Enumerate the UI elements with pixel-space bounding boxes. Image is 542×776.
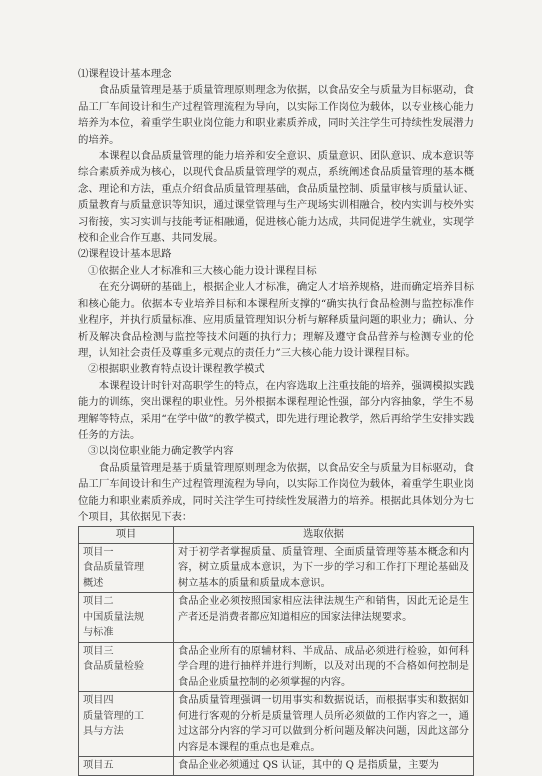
column-header-basis: 选取依据 [174, 527, 474, 544]
project-cell [79, 642, 174, 692]
table-row [79, 543, 474, 593]
project-cell [79, 757, 174, 776]
table-row [79, 642, 474, 692]
basis-cell: 食品企业所有的原辅材料、半成品、成品必须进行检验，如何科学合理的进行抽样并进行判断，以及对出现的不合格如何控制是食品企业质量控制的必须掌握的内容。 [174, 642, 474, 692]
project-title-line: 具与方法 [83, 726, 124, 738]
project-cell [79, 692, 174, 757]
project-number: 项目四 [83, 695, 114, 707]
project-cell [79, 593, 174, 643]
project-number: 项目五 [83, 760, 114, 772]
table-row [79, 757, 474, 776]
basis-cell: 食品企业必须通过 QS 认证，其中的 Q 是指质量，主要为 [174, 757, 474, 776]
paragraph-teaching-content: 食品质量管理是基于质量管理原则理念为依据，以食品安全与质量为目标驱动，食品工厂车间设计和生产过程管理流程为导向，以实际工作岗位为载体，着重学生职业岗位能力和职业素质养成，同时关注学生可持续性发展潜力的培养。根据此具体划分为七个项目，其依据见下表： [78, 461, 474, 523]
project-title-line: 食品质量管理 [83, 562, 145, 574]
subheading-teaching-mode: ②根据职业教育特点设计课程教学模式 [88, 363, 265, 376]
basis-cell: 食品企业必须按照国家相应法律法规生产和销售，因此无论是生产者还是消费者都应知道相应的国家法律法规要求。 [174, 593, 474, 643]
paragraph-concept-2: 本课程以食品质量管理的能力培养和安全意识、质量意识、团队意识、成本意识等综合素质养成为核心，以现代食品质量管理学的观点，系统阐述食品质量管理的基本概念、理论和方法，重点介绍食品质量管理基础，食品质量控制、质量审核与质量认证、质量教育与质量意识等知识，通过课堂管理与生产现场实训相融合，校内实训与校外实习衔接，实习实训与技能考证相融通，促进核心能力达成，共同促进学生就业，实现学校和企业合作互惠、共同发展。 [78, 150, 474, 245]
paragraph-teaching-mode: 本课程设计时针对高职学生的特点，在内容选取上注重技能的培养，强调模拟实践能力的训练，突出课程的职业性。另外根据本课程理论性强，部分内容抽象，学生不易理解等特点，采用“在学中做”的教学模式，即先进行理论教学，然后再给学生安排实践任务的方法。 [78, 379, 474, 441]
project-title-line: 与标准 [83, 627, 114, 639]
paragraph-course-objectives: 在充分调研的基础上，根据企业人才标准，确定人才培养规格，进而确定培养目标和核心能力。依据本专业培养目标和本课程所支撑的“确实执行食品检测与监控标准作业程序，并执行质量标准、应用质量管理知识分析与解释质量问题的职业力；确认、分析及解决食品检测与监控等技术问题的执行力；理解及遵守食品营养与检测专业的伦理，认知社会责任及尊重多元观点的责任力”三大核心能力设计课程目标。 [78, 281, 474, 359]
column-header-project: 项目 [79, 527, 174, 544]
subheading-course-objectives: ①依据企业人才标准和三大核心能力设计课程目标 [88, 264, 317, 277]
project-title-line: 食品质量检验 [83, 661, 145, 673]
paragraph-concept-1: 食品质量管理是基于质量管理原则理念为依据，以食品安全与质量为目标驱动，食品工厂车间设计和生产过程管理流程为导向，以实际工作岗位为载体，以专业核心能力培养为本位，着重学生职业岗位能力和职业素质养成，同时关注学生可持续性发展潜力的培养。 [78, 84, 474, 146]
table-header-row [79, 527, 474, 544]
subheading-teaching-content: ③以岗位职业能力确定教学内容 [88, 445, 234, 458]
project-basis-table [78, 526, 474, 776]
project-number: 项目三 [83, 645, 114, 657]
table-row [79, 692, 474, 757]
project-title-line: 概述 [83, 577, 104, 589]
project-title-line: 质量管理的工 [83, 710, 145, 722]
project-number: 项目一 [83, 546, 114, 558]
basis-cell: 对于初学者掌握质量、质量管理、全面质量管理等基本概念和内容，树立质量成本意识，为下一步的学习和工作打下理论基础及树立基本的质量和质量成本意识。 [174, 543, 474, 593]
basis-cell: 食品质量管理强调一切用事实和数据说话，而根据事实和数据如何进行客观的分析是质量管理人员所必须做的工作内容之一，通过这部分内容的学习可以做到分析问题及解决问题，因此这部分内容是本课程的重点也是难点。 [174, 692, 474, 757]
section-heading-design-concept: ⑴课程设计基本理念 [78, 68, 172, 80]
project-cell [79, 543, 174, 593]
table-row [79, 593, 474, 643]
project-number: 项目二 [83, 596, 114, 608]
section-heading-design-approach: ⑵课程设计基本思路 [78, 248, 172, 261]
project-title-line: 中国质量法规 [83, 611, 145, 623]
